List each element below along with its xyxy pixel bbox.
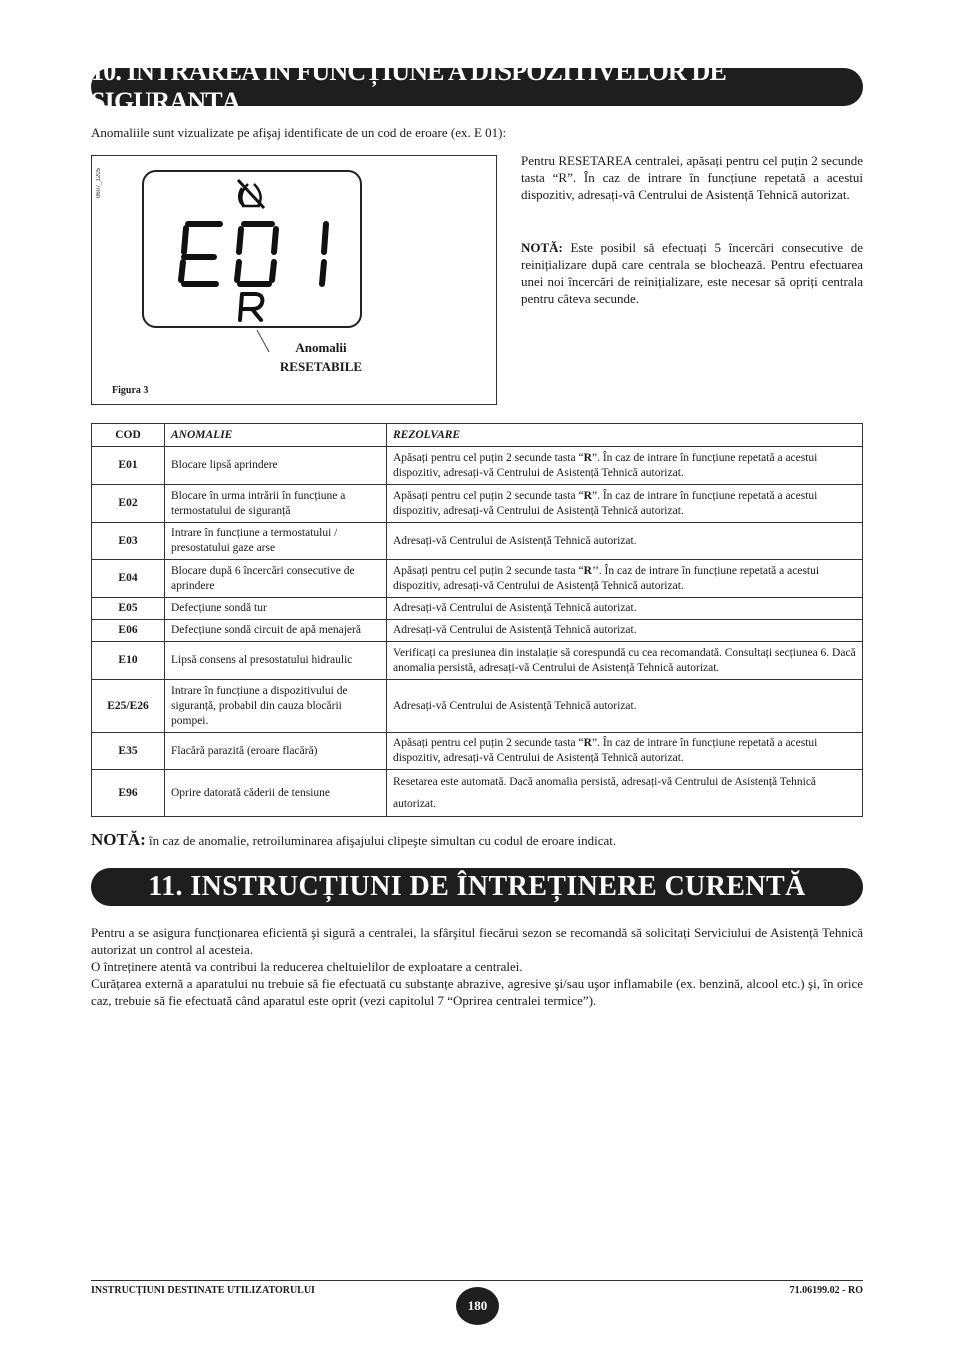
reset-instructions: Pentru RESETAREA centralei, apăsați pentru cel puțin 2 secunde tasta “R”. În caz de intrare în funcțiune repetată a acestui dispozitiv, adresați-vă Centrului de Asistență Tehnică autorizat. [521, 153, 863, 202]
row-resolution: Resetarea este automată. Dacă anomalia persistă, adresați-vă Centrului de Asistență Tehnică autorizat. [387, 770, 863, 817]
maintenance-paragraph: Pentru a se asigura funcționarea eficientă şi sigură a centralei, la sfârşitul fiecărui sezon se recomandă să solicitați Serviciului de Asistență Tehnică autorizat un control al acesteia. [91, 925, 863, 957]
nota-anomaly-blink [91, 829, 863, 852]
row-anomaly: Defecțiune sondă circuit de apă menajeră [165, 620, 387, 642]
row-anomaly: Blocare în urma intrării în funcțiune a termostatului de siguranță [165, 485, 387, 523]
row-code: E01 [92, 447, 165, 485]
row-code: E06 [92, 620, 165, 642]
table-row [92, 598, 863, 620]
row-code: E03 [92, 523, 165, 560]
row-code: E96 [92, 770, 165, 817]
row-anomaly: Oprire datorată căderii de tensiune [165, 770, 387, 817]
maintenance-paragraph: O întreținere atentă va contribui la reducerea cheltuielilor de exploatare a centralei. [91, 959, 523, 974]
figure-caption-resetabile: RESETABILE [279, 359, 363, 374]
figure-caption-anomalii: Anomalii [295, 340, 347, 355]
row-code: E02 [92, 485, 165, 523]
table-row [92, 770, 863, 817]
table-row [92, 620, 863, 642]
footer-title: INSTRUCȚIUNI DESTINATE UTILIZATORULUI [91, 1285, 315, 1296]
nota-label: NOTĂ: [521, 240, 563, 255]
row-resolution: Adresați-vă Centrului de Asistență Tehnică autorizat. [387, 598, 863, 620]
row-resolution: Apăsați pentru cel puțin 2 secunde tasta “R”. În caz de intrare în funcțiune repetată a acestui dispozitiv, adresați-vă Centrului de Asistență Tehnică autorizat. [387, 447, 863, 485]
table-row [92, 485, 863, 523]
row-anomaly: Flacără parazită (eroare flacără) [165, 733, 387, 770]
maintenance-text [91, 924, 863, 1009]
intro-text: Anomaliile sunt vizualizate pe afişaj identificate de un cod de eroare (ex. E 01): [91, 125, 507, 140]
table-row [92, 447, 863, 485]
row-resolution: Apăsați pentru cel puțin 2 secunde tasta “R”. În caz de intrare în funcțiune repetată a acestui dispozitiv, adresați-vă Centrului de Asistență Tehnică autorizat. [387, 485, 863, 523]
anomalies-table [91, 423, 863, 817]
row-anomaly: Defecțiune sondă tur [165, 598, 387, 620]
page-number: 180 [456, 1287, 499, 1325]
row-resolution: Verificați ca presiunea din instalație să corespundă cu cea recomandată. Consultați secțiunea 6. Dacă anomalia persistă, adresați-vă Centrului de Asistență Tehnică autorizat. [387, 642, 863, 680]
row-anomaly: Blocare lipsă aprindere [165, 447, 387, 485]
row-resolution: Apăsați pentru cel puțin 2 secunde tasta “R’’. În caz de intrare în funcțiune repetată a acestui dispozitiv, adresați-vă Centrului de Asistență Tehnică autorizat. [387, 560, 863, 598]
row-anomaly: Lipsă consens al presostatului hidraulic [165, 642, 387, 680]
row-resolution: Adresați-vă Centrului de Asistență Tehnică autorizat. [387, 620, 863, 642]
section-10-title: 10. INTRAREA ÎN FUNCȚIUNE A DISPOZITIVELOR DE SIGURANȚA [91, 68, 863, 106]
table-row [92, 733, 863, 770]
row-resolution: Adresați-vă Centrului de Asistență Tehnică autorizat. [387, 680, 863, 733]
row-code: E05 [92, 598, 165, 620]
figure-label: Figura 3 [112, 385, 149, 396]
section-11-title: 11. INSTRUCȚIUNI DE ÎNTREȚINERE CURENTĂ [91, 868, 863, 906]
nota-paragraph [521, 239, 863, 307]
row-anomaly: Intrare în funcțiune a termostatului / presostatului gaze arse [165, 523, 387, 560]
footer-divider [91, 1280, 863, 1281]
lcd-display [142, 170, 362, 328]
table-row [92, 680, 863, 733]
lcd-char-0 [237, 224, 276, 284]
lcd-digits [144, 172, 360, 326]
row-anomaly: Blocare după 6 încercări consecutive de aprindere [165, 560, 387, 598]
lcd-char-1 [322, 224, 326, 284]
row-resolution: Apăsați pentru cel puțin 2 secunde tasta “R”. În caz de intrare în funcțiune repetată a acestui dispozitiv, adresați-vă Centrului de Asistență Tehnică autorizat. [387, 733, 863, 770]
lcd-char-e [181, 224, 220, 284]
table-header-row [92, 424, 863, 447]
lcd-char-r [240, 294, 262, 320]
table-row [92, 642, 863, 680]
row-code: E35 [92, 733, 165, 770]
maintenance-paragraph: Curățarea externă a aparatului nu trebuie să fie efectuată cu substanțe abrazive, agresive şi/sau uşor inflamabile (ex. benzină, alcool etc.) şi, în orice caz, trebuie să fie efectuată când aparatul este oprit (vezi capitolul 7 “Oprirea centralei termice”). [91, 976, 863, 1008]
document-code: 71.06199.02 - RO [789, 1285, 863, 1296]
table-row [92, 523, 863, 560]
nota-text: Este posibil să efectuați 5 încercări consecutive de reinițializare după care centrala se blochează. Pentru efectuarea unei noi încercări de reinițializare, este necesar să opriți centrala pentru câteva secunde. [521, 240, 863, 306]
table-row [92, 560, 863, 598]
nota2-label: NOTĂ: [91, 830, 146, 849]
figure-code: 0607_1205 [96, 168, 102, 199]
header-cod: COD [92, 424, 165, 447]
nota2-text: în caz de anomalie, retroiluminarea afişajului clipeşte simultan cu codul de eroare indicat. [145, 833, 617, 848]
row-resolution: Adresați-vă Centrului de Asistență Tehnică autorizat. [387, 523, 863, 560]
row-code: E10 [92, 642, 165, 680]
row-anomaly: Intrare în funcțiune a dispozitivului de siguranță, probabil din cauza blocării pompei. [165, 680, 387, 733]
flame-crossed-icon [238, 180, 264, 208]
header-rezolvare: REZOLVARE [387, 424, 863, 447]
row-code: E04 [92, 560, 165, 598]
row-code: E25/E26 [92, 680, 165, 733]
header-anomalie: ANOMALIE [165, 424, 387, 447]
